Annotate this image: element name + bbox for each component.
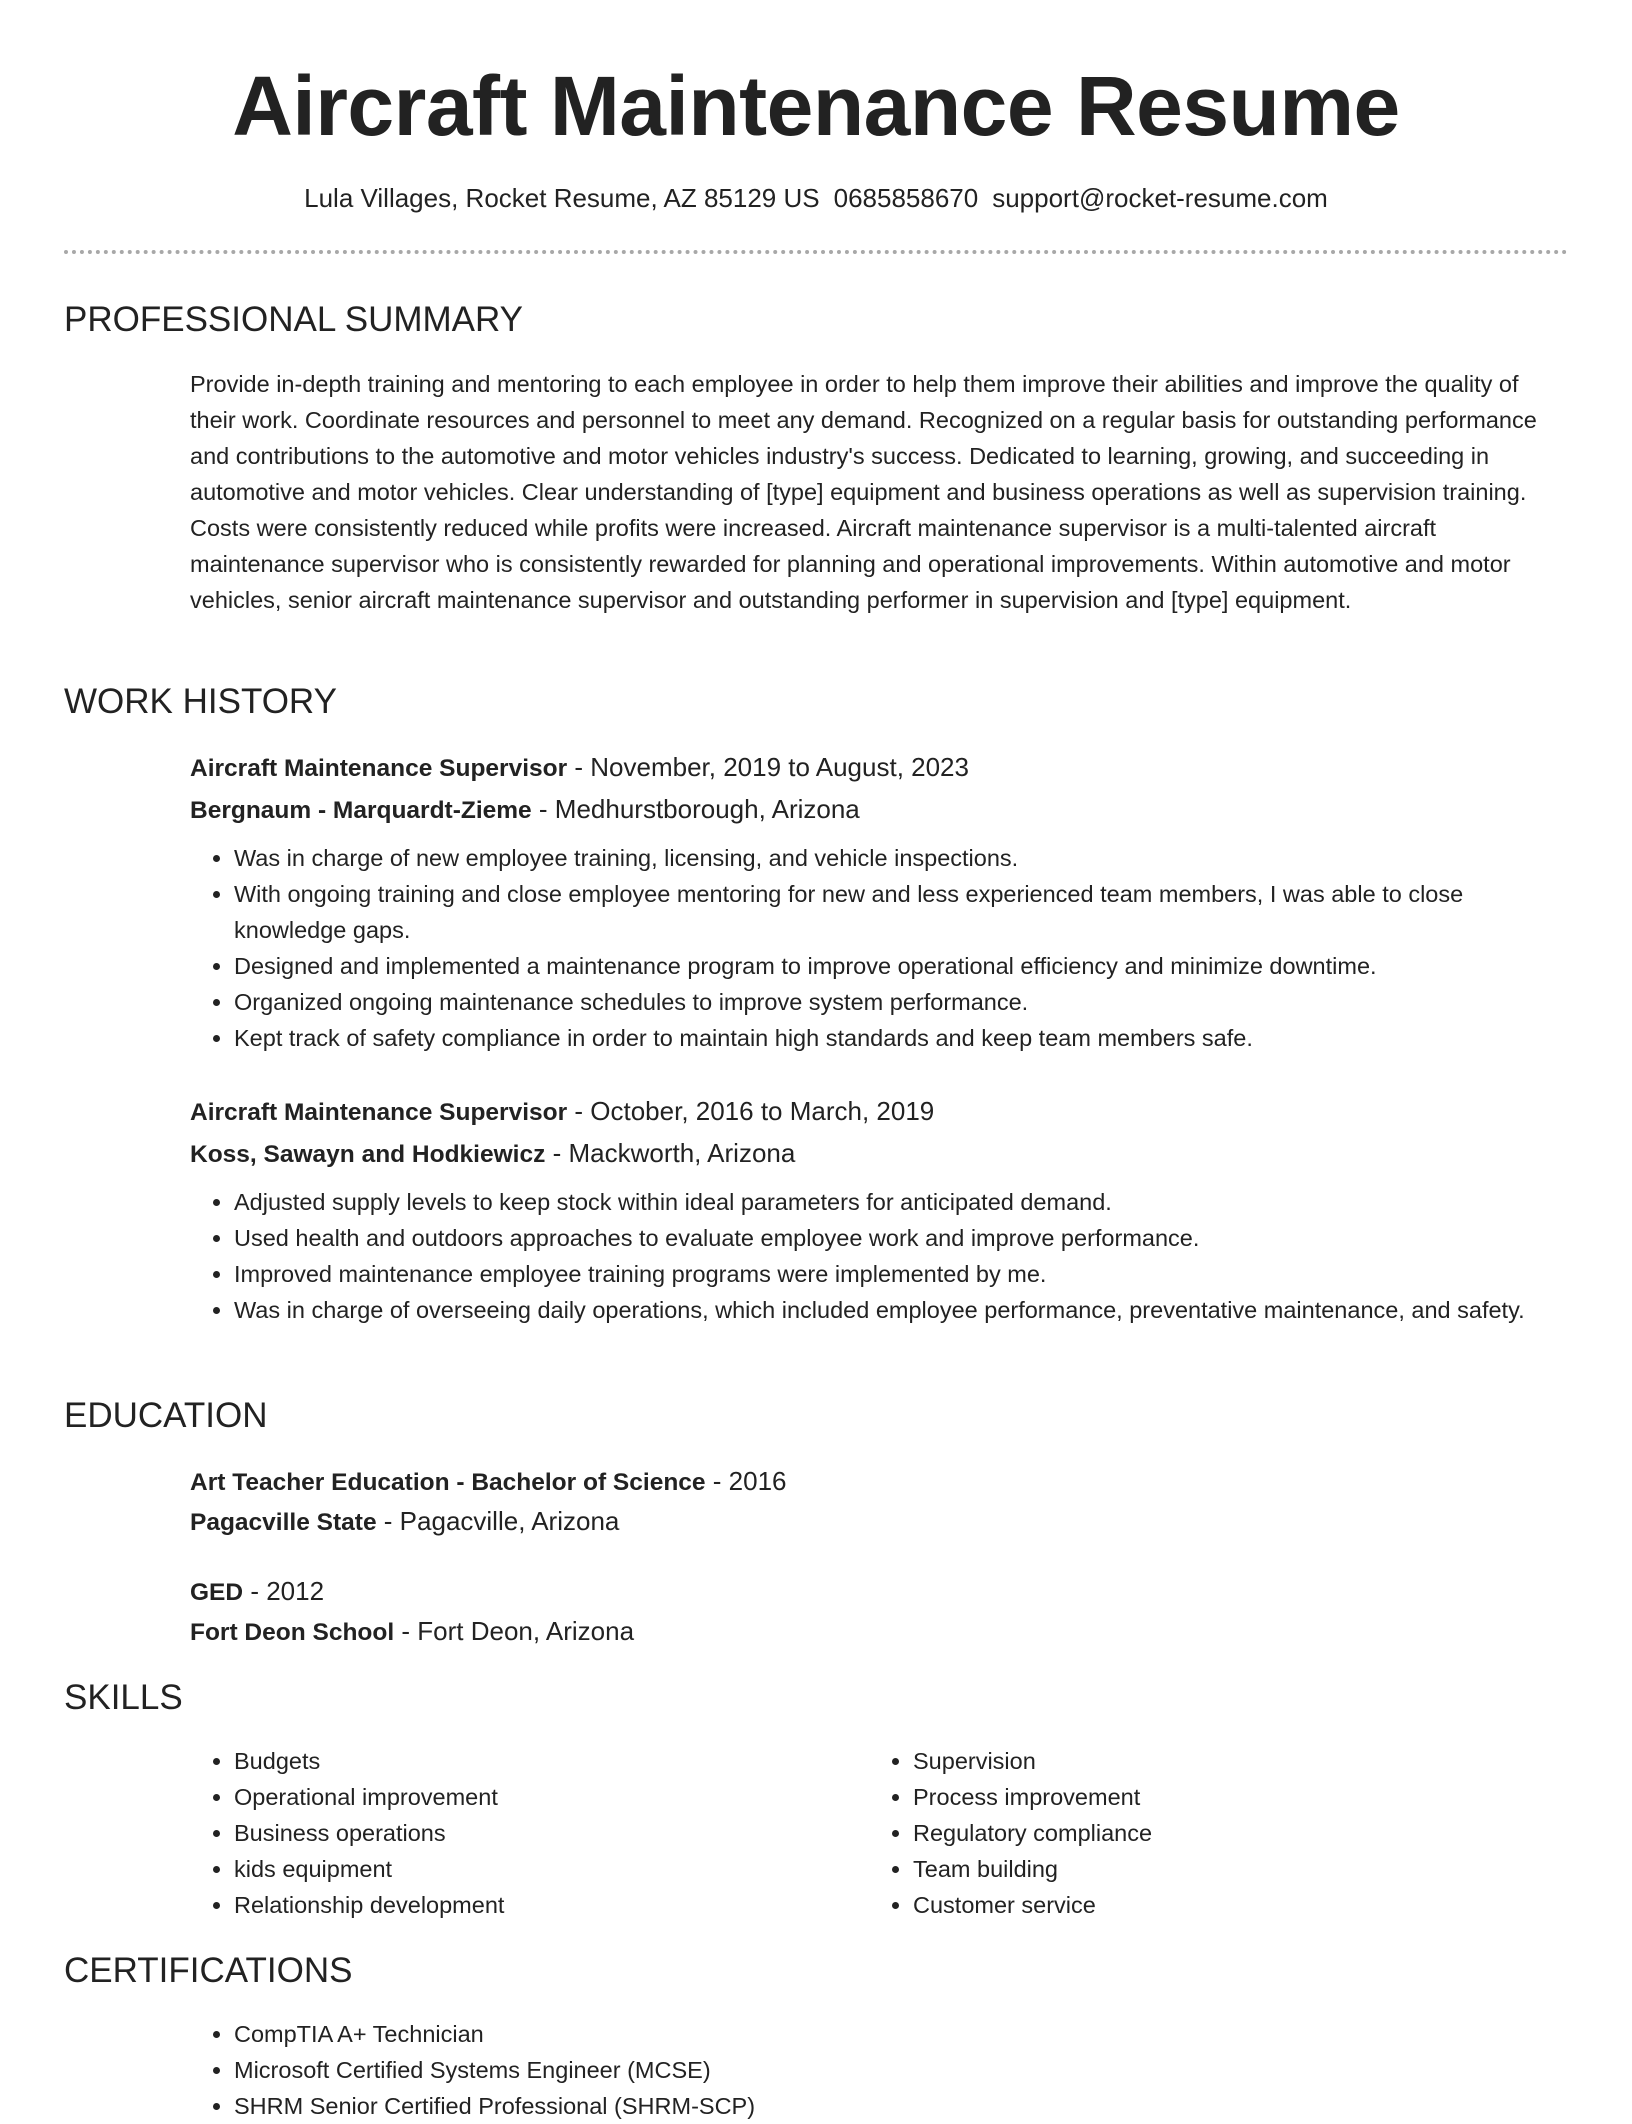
job-bullet: • Used health and outdoors approaches to evaluate employee work and improve performance. bbox=[234, 1220, 1550, 1256]
education-school: Pagacville State bbox=[190, 1509, 377, 1536]
section-title-summary: PROFESSIONAL SUMMARY bbox=[64, 300, 523, 339]
education-location: - Fort Deon, Arizona bbox=[394, 1616, 635, 1646]
job-title: Aircraft Maintenance Supervisor bbox=[190, 1099, 568, 1126]
skill-item: • Supervision bbox=[913, 1743, 1469, 1779]
education-school: Fort Deon School bbox=[190, 1619, 395, 1646]
skill-item: • Team building bbox=[913, 1851, 1469, 1887]
header-divider bbox=[64, 250, 1568, 254]
education-year: - 2016 bbox=[705, 1466, 787, 1496]
section-title-certifications: CERTIFICATIONS bbox=[64, 1951, 353, 1990]
skills-list-left bbox=[190, 1743, 790, 1923]
education-school-line bbox=[190, 1612, 1570, 1652]
job-bullets bbox=[190, 840, 1550, 1056]
skill-item: • Budgets bbox=[234, 1743, 790, 1779]
job-company: Bergnaum - Marquardt-Zieme bbox=[190, 797, 532, 824]
job-dates: - October, 2016 to March, 2019 bbox=[567, 1096, 935, 1126]
education-location: - Pagacville, Arizona bbox=[376, 1506, 620, 1536]
education-year: - 2012 bbox=[243, 1576, 325, 1606]
job-company-line bbox=[190, 789, 1570, 831]
summary-text: Provide in-depth training and mentoring to each employee in order to help them improve their abilities and improve the quality of their work. Coordinate resources and personnel to meet any demand. Recognized on a regular basis for outstanding performance and contributions to the automotive and motor vehicles industry's success. Dedicated to learning, growing, and succeeding in automotive and motor vehicles. Clear understanding of [type] equipment and business operations as well as supervision training. Costs were consistently reduced while profits were increased. Aircraft maintenance supervisor is a multi-talented aircraft maintenance supervisor who is consistently rewarded for planning and operational improvements. Within automotive and motor vehicles, senior aircraft maintenance supervisor and outstanding performer in supervision and [type] equipment. bbox=[190, 371, 1537, 613]
job-company: Koss, Sawayn and Hodkiewicz bbox=[190, 1141, 546, 1168]
contact-info bbox=[0, 180, 1632, 216]
education-entry bbox=[190, 1462, 1570, 1542]
job-role-line bbox=[190, 747, 1570, 789]
job-location: - Medhurstborough, Arizona bbox=[531, 794, 860, 824]
certifications-list bbox=[190, 2016, 1550, 2124]
job-title: Aircraft Maintenance Supervisor bbox=[190, 755, 568, 782]
education-school-line bbox=[190, 1502, 1570, 1542]
job-bullet: • Was in charge of overseeing daily operations, which included employee performance, preventative maintenance, and safety. bbox=[234, 1292, 1550, 1328]
contact-phone: 0685858670 bbox=[833, 183, 979, 213]
education-entry bbox=[190, 1572, 1570, 1652]
skill-item: • Regulatory compliance bbox=[913, 1815, 1469, 1851]
job-location: - Mackworth, Arizona bbox=[545, 1138, 796, 1168]
skill-item: • kids equipment bbox=[234, 1851, 790, 1887]
job-bullet: • Improved maintenance employee training programs were implemented by me. bbox=[234, 1256, 1550, 1292]
job-dates: - November, 2019 to August, 2023 bbox=[567, 752, 969, 782]
section-title-work-history: WORK HISTORY bbox=[64, 682, 337, 721]
job-bullet: • Designed and implemented a maintenance program to improve operational efficiency and minimize downtime. bbox=[234, 948, 1550, 984]
contact-address: Lula Villages, Rocket Resume, AZ 85129 US bbox=[304, 183, 820, 213]
skill-item: • Customer service bbox=[913, 1887, 1469, 1923]
certification-item: • CompTIA A+ Technician bbox=[234, 2016, 1550, 2052]
education-degree-line bbox=[190, 1462, 1570, 1502]
job-bullet: • Was in charge of new employee training, licensing, and vehicle inspections. bbox=[234, 840, 1550, 876]
job-entry bbox=[190, 1091, 1570, 1175]
job-bullet: • Kept track of safety compliance in order to maintain high standards and keep team members safe. bbox=[234, 1020, 1550, 1056]
skill-item: • Operational improvement bbox=[234, 1779, 790, 1815]
certification-item: • Microsoft Certified Systems Engineer (MCSE) bbox=[234, 2052, 1550, 2088]
resume-title: Aircraft Maintenance Resume bbox=[232, 59, 1400, 153]
section-title-education: EDUCATION bbox=[64, 1396, 268, 1435]
certification-item: • SHRM Senior Certified Professional (SHRM-SCP) bbox=[234, 2088, 1550, 2124]
job-bullet: • Adjusted supply levels to keep stock within ideal parameters for anticipated demand. bbox=[234, 1184, 1550, 1220]
job-entry bbox=[190, 747, 1570, 831]
education-degree: Art Teacher Education - Bachelor of Science bbox=[190, 1469, 706, 1496]
skills-list-right bbox=[869, 1743, 1469, 1923]
section-title-skills: SKILLS bbox=[64, 1678, 183, 1717]
job-role-line bbox=[190, 1091, 1570, 1133]
contact-email: support@rocket-resume.com bbox=[992, 183, 1328, 213]
job-bullet: • Organized ongoing maintenance schedules to improve system performance. bbox=[234, 984, 1550, 1020]
education-degree-line bbox=[190, 1572, 1570, 1612]
job-bullet: • With ongoing training and close employee mentoring for new and less experienced team members, I was able to close knowledge gaps. bbox=[234, 876, 1550, 948]
education-degree: GED bbox=[190, 1579, 244, 1606]
skill-item: • Business operations bbox=[234, 1815, 790, 1851]
job-bullets bbox=[190, 1184, 1550, 1328]
job-company-line bbox=[190, 1133, 1570, 1175]
skill-item: • Relationship development bbox=[234, 1887, 790, 1923]
skill-item: • Process improvement bbox=[913, 1779, 1469, 1815]
